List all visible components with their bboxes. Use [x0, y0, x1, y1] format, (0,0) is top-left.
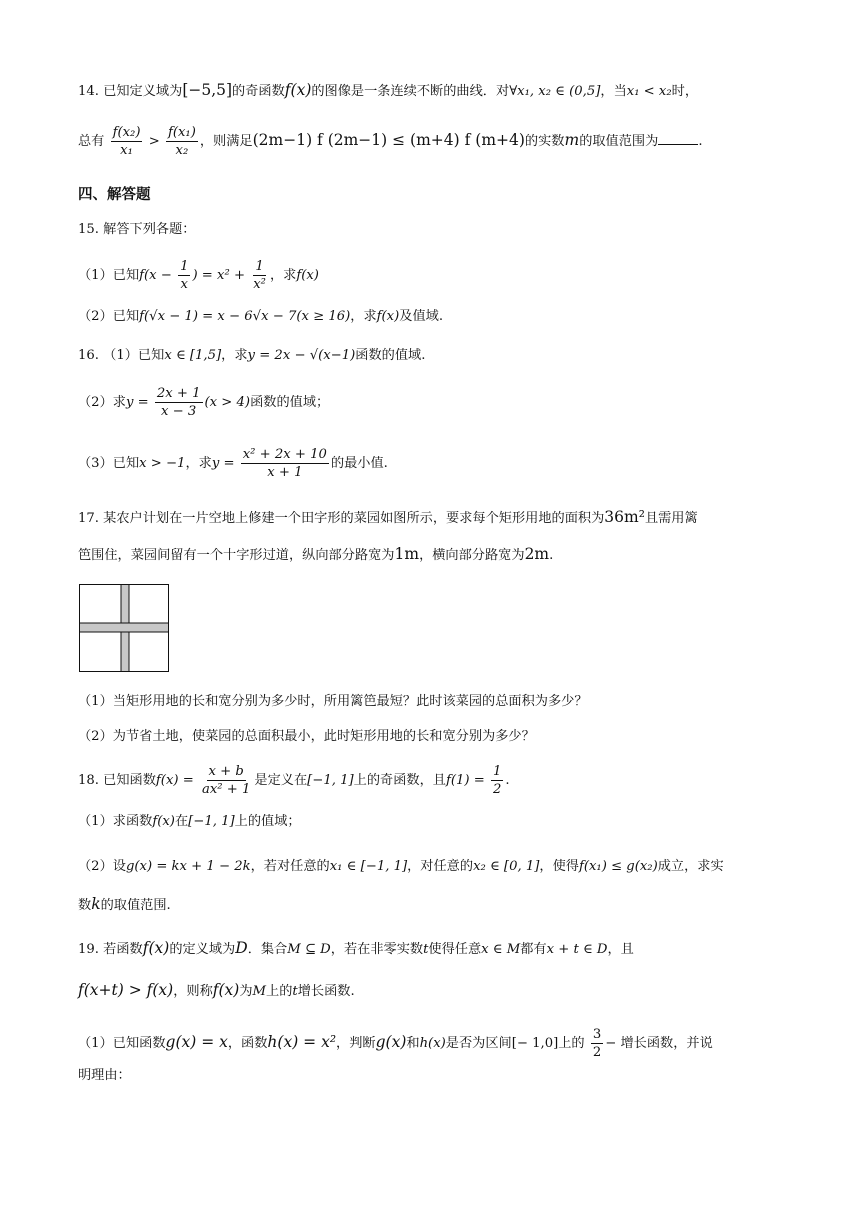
fraction: $\frac{\text{x² + 2x + 10}}{x + 1}$: [242, 447, 327, 480]
q16-part3: （3）已知x > −1，求y = $\frac{\text{x² + 2x + 10}}{x + 1}$ 的最小值.: [78, 447, 388, 480]
fraction: $\frac{1}{2}$: [493, 764, 502, 797]
q17-line2: 笆围住，菜园间留有一个十字形过道，纵向部分路宽为1m，横向部分路宽为2m.: [78, 545, 554, 563]
path-crossing: [122, 624, 129, 632]
q19-line2: f(x+t) > f(x)，则称f(x)为M上的t增长函数.: [78, 981, 355, 999]
q18-line3: 数k的取值范围.: [78, 895, 171, 913]
fraction: $\frac{\text{f(x₂)}}{\text{x₁}}$: [112, 125, 141, 158]
q16-part2: （2）求y = $\frac{2x + 1}{x - 3}$ (x > 4)函数的值域；: [78, 386, 330, 419]
q16-part1: 16. （1）已知x ∈ [1,5]，求y = 2x − √(x−1)函数的值域.: [78, 348, 426, 363]
fraction: $\frac{1}{\text{x²}}$: [253, 259, 266, 292]
q18-part2: （2）设g(x) = kx + 1 − 2k，若对任意的x₁ ∈ [−1, 1]，对任意的x₂ ∈ [0, 1]，使得f(x₁) ≤ g(x₂)成立，求实: [78, 859, 724, 874]
q19-line1: 19. 若函数f(x)的定义域为D．集合M ⊆ D，若在非零实数t使得任意x ∈ M都有x + t ∈ D，且: [78, 939, 634, 957]
q19-part1: （1）已知函数g(x) = x，函数h(x) = x²，判断g(x)和h(x)是否为区间[− 1,0]上的 $\frac{3}{2}$ − 增长函数，并说: [78, 1027, 713, 1060]
fraction: $\frac{2x + 1}{x - 3}$: [156, 386, 201, 419]
q15-stem: 15. 解答下列各题：: [78, 222, 196, 237]
fraction: $\frac{1}{x}$: [180, 259, 189, 292]
fraction: $\frac{\text{f(x₁)}}{\text{x₂}}$: [167, 125, 196, 158]
fraction: $\frac{x + b}{\text{ax² + 1}}$: [201, 764, 251, 797]
q18-line1: 18. 已知函数f(x) = $\frac{x + b}{\text{ax² + 1}}$ 是定义在[−1, 1]上的奇函数，且f(1) = $\frac{1}{2}$ .: [78, 764, 510, 797]
garden-diagram: [79, 584, 169, 672]
q14-line2: 总有 $\frac{\text{f(x₂)}}{\text{x₁}}$ > $\frac{\text{f(x₁)}}{\text{x₂}}$ ，则满足(2m−1) f (2m−1) ≤ (m+4) f (m+4)的实数m的取值范围为 .: [78, 125, 703, 158]
q17-part1: （1）当矩形用地的长和宽分别为多少时，所用篱笆最短？此时该菜园的总面积为多少？: [78, 694, 588, 709]
q17-line1: 17. 某农户计划在一片空地上修建一个田字形的菜园如图所示，要求每个矩形用地的面积为36m²且需用篱: [78, 508, 698, 526]
q15-part2: （2）已知f(√x − 1) = x − 6√x − 7(x ≥ 16)，求f(x)及值域.: [78, 309, 444, 324]
q14-line1: 14. 已知定义域为[−5,5]的奇函数f(x)的图像是一条连续不断的曲线．对∀x₁, x₂ ∈ (0,5]，当x₁ < x₂时，: [78, 81, 699, 99]
q17-part2: （2）为节省土地，使菜园的总面积最小，此时矩形用地的长和宽分别为多少？: [78, 729, 535, 744]
answer-blank[interactable]: [658, 132, 698, 145]
q18-part1: （1）求函数f(x)在[−1, 1]上的值域；: [78, 814, 301, 829]
section-heading: 四、解答题: [78, 187, 151, 203]
q15-part1: （1）已知f(x − $\frac{1}{x}$ ) = x² + $\frac{1}{\text{x²}}$ ，求f(x): [78, 259, 319, 292]
question-number: 14.: [78, 84, 99, 99]
q19-line3: 明理由：: [78, 1068, 131, 1083]
fraction: $\frac{3}{2}$: [592, 1027, 602, 1060]
